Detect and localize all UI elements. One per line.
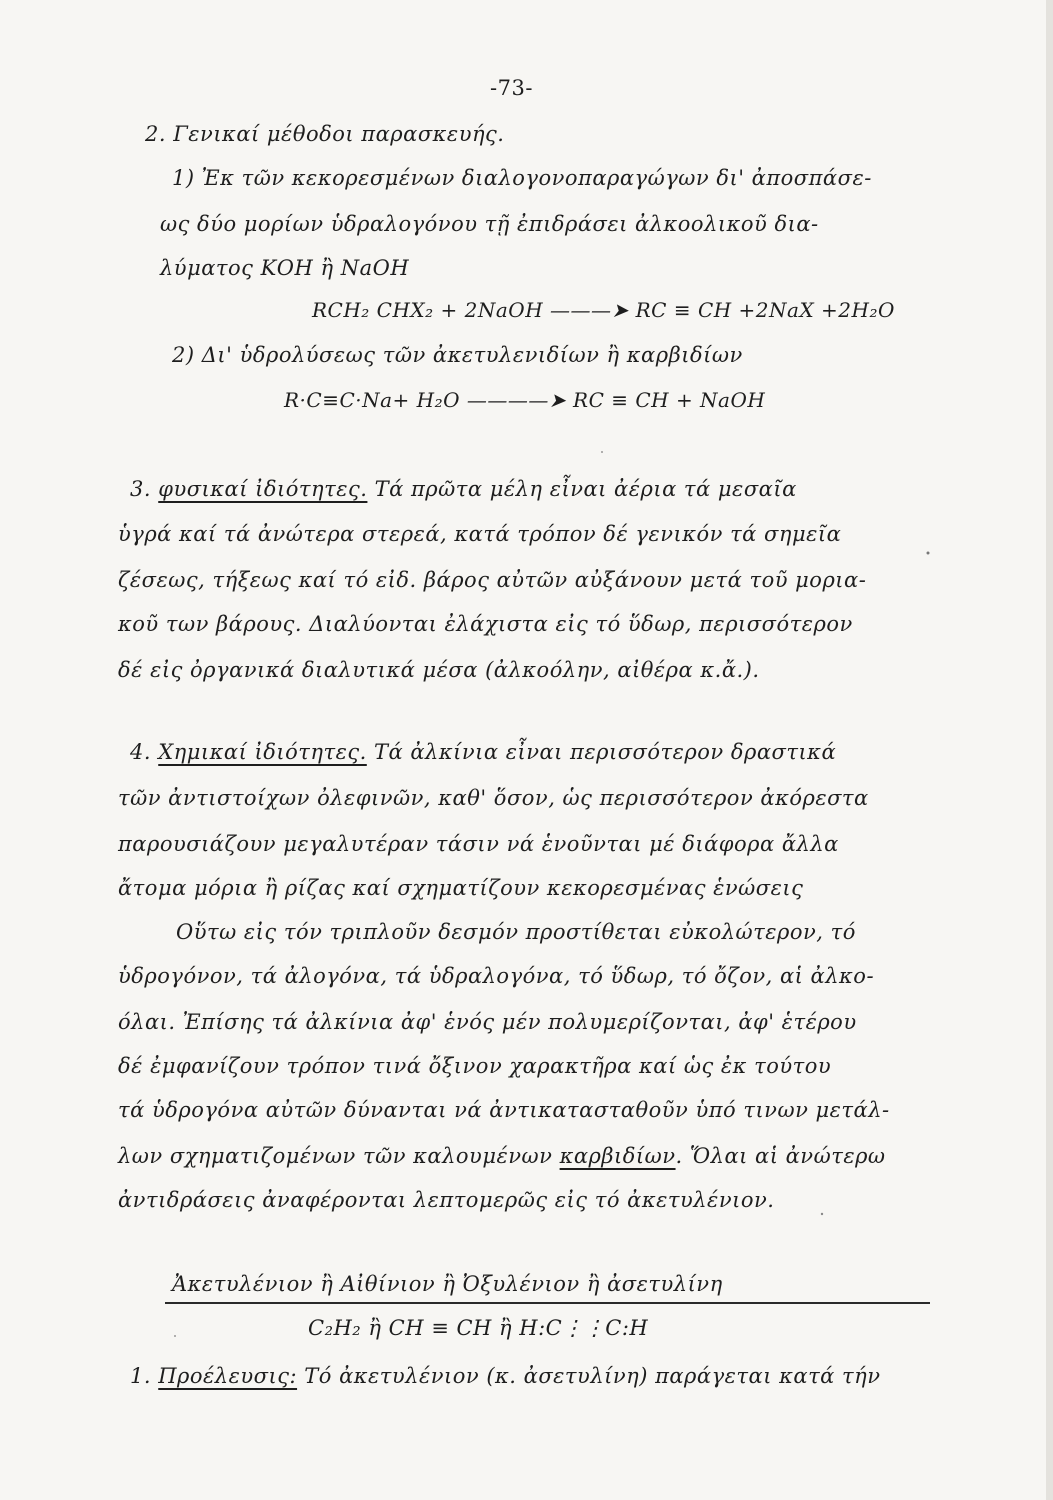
- section-4-line-11: ἀντιδράσεις ἀναφέρονται λεπτομερῶς εἰς τό ἀκετυλένιον.: [118, 1188, 775, 1212]
- section-3-first-text: Τά πρῶτα μέλη εἶναι ἀέρια τά μεσαῖα: [367, 477, 797, 501]
- section-4-heading: Χημικαί ἰδιότητες.: [158, 740, 367, 764]
- section-4-line-5: Οὕτω εἰς τόν τριπλοῦν δεσμόν προστίθεται εὐκολώτερον, τό: [176, 920, 856, 944]
- section-4-line-10: [118, 1146, 886, 1167]
- item-1-heading: Προέλευσις:: [158, 1364, 298, 1388]
- section-4-first-text: Τά ἀλκίνια εἶναι περισσότερον δραστικά: [366, 740, 837, 764]
- section-4-line-7: όλαι. Ἐπίσης τά ἀλκίνια ἀφ' ἑνός μέν πολυμερίζονται, ἀφ' ἑτέρου: [118, 1010, 857, 1034]
- section-3-heading: φυσικαί ἰδιότητες.: [158, 477, 368, 501]
- section-4-line-2: τῶν ἀντιστοίχων ὀλεφινῶν, καθ' ὅσον, ὡς περισσότερον ἀκόρεστα: [118, 786, 869, 810]
- section-4-line-3: παρουσιάζουν μεγαλυτέραν τάσιν νά ἑνοῦνται μέ διάφορα ἄλλα: [118, 832, 839, 856]
- method-1-line-1: 1) Ἐκ τῶν κεκορεσμένων διαλογονοπαραγώγων δι' ἀποσπάσε-: [172, 166, 872, 190]
- section-4-number: 4.: [130, 740, 152, 764]
- section-4-line-10-rest: . Ὅλαι αἱ ἀνώτερω: [675, 1144, 886, 1168]
- section-4-line-6: ὑδρογόνον, τά ἀλογόνα, τά ὑδραλογόνα, τό ὕδωρ, τό ὄζον, αἱ ἀλκο-: [118, 964, 875, 988]
- section-3-number: 3.: [130, 477, 152, 501]
- section-3-line-3: ζέσεως, τήξεως καί τό εἰδ. βάρος αὐτῶν αὐξάνουν μετά τοῦ μορια-: [118, 568, 867, 592]
- acetylene-formula: C₂H₂ ἢ CH ≡ CH ἢ H:C⋮⋮C:H: [308, 1316, 649, 1340]
- section-2-title: 2. Γενικαί μέθοδοι παρασκευής.: [145, 122, 505, 146]
- section-4-line-9: τά ὑδρογόνα αὐτῶν δύνανται νά ἀντικατασταθοῦν ὑπό τινων μετάλ-: [118, 1098, 890, 1122]
- page-number: -73-: [490, 76, 533, 100]
- section-3-line-5: δέ εἰς ὀργανικά διαλυτικά μέσα (ἀλκοόλην, αἰθέρα κ.ἄ.).: [118, 658, 760, 682]
- equation-1: RCH₂ CHX₂ + 2NaOH ———➤ RC ≡ CH +2NaX +2H₂O: [312, 298, 895, 322]
- section-4-first-line: [130, 742, 836, 763]
- title-underline: [165, 1302, 930, 1304]
- section-3-first-line: [130, 479, 797, 500]
- equation-2: R·C≡C·Na+ H₂O ————➤ RC ≡ CH + NaOH: [284, 388, 766, 412]
- section-4-line-10-text: λων σχηματιζομένων τῶν καλουμένων: [118, 1144, 553, 1168]
- acetylene-item-1: [130, 1366, 881, 1387]
- section-4-line-8: δέ ἐμφανίζουν τρόπον τινά ὄξινον χαρακτῆρα καί ὡς ἐκ τούτου: [118, 1054, 832, 1078]
- method-2-line: 2) Δι' ὑδρολύσεως τῶν ἀκετυλενιδίων ἢ καρβιδίων: [172, 343, 743, 367]
- carbides-underlined: καρβιδίων: [559, 1144, 676, 1168]
- item-1-text: Τό ἀκετυλένιον (κ. ἀσετυλίνη) παράγεται κατά τήν: [297, 1364, 881, 1388]
- section-3-line-4: κοῦ των βάρους. Διαλύονται ἐλάχιστα εἰς τό ὕδωρ, περισσότερον: [118, 612, 853, 636]
- section-3-line-2: ὑγρά καί τά ἀνώτερα στερεά, κατά τρόπον δέ γενικόν τά σημεῖα: [118, 522, 842, 546]
- section-4-line-4: ἄτομα μόρια ἢ ρίζας καί σχηματίζουν κεκορεσμένας ἑνώσεις: [118, 876, 804, 900]
- acetylene-title: Ἀκετυλένιον ἢ Αἰθίνιον ἢ Ὀξυλένιον ἢ ἀσετυλίνη: [172, 1272, 723, 1296]
- item-1-number: 1.: [130, 1364, 152, 1388]
- method-1-line-2: ως δύο μορίων ὑδραλογόνου τῇ ἐπιδράσει ἀλκοολικοῦ δια-: [160, 212, 819, 236]
- method-1-line-3: λύματος ΚΟΗ ἢ NaOH: [160, 256, 410, 280]
